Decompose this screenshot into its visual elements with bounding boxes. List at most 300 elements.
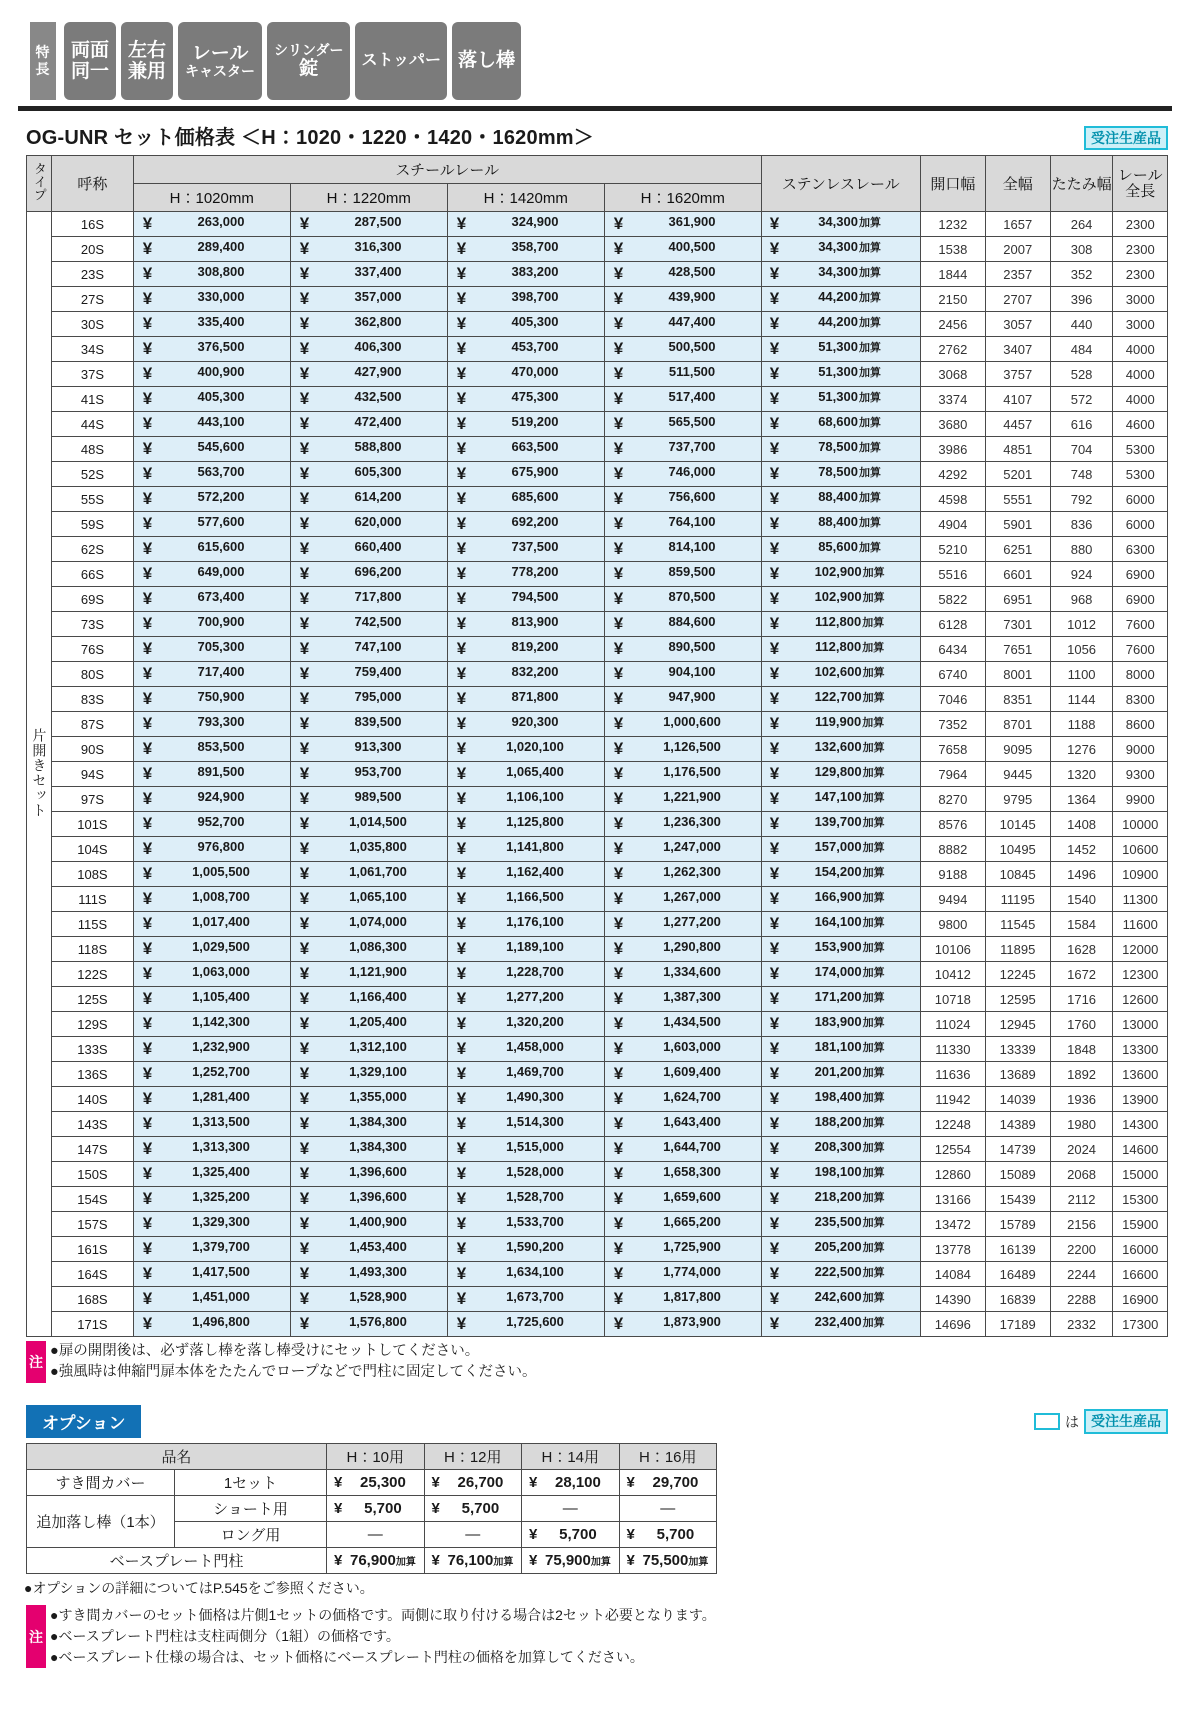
cell-full-width: 5201 — [985, 462, 1050, 487]
yen-symbol: ¥ — [142, 939, 153, 958]
cell-full-width: 14039 — [985, 1087, 1050, 1112]
cell-rail-length: 16600 — [1113, 1262, 1168, 1287]
cell-steel-price-h1420: ¥ 1,490,300 — [447, 1087, 604, 1112]
cell-rail-length: 4600 — [1113, 412, 1168, 437]
cell-fold-width: 2332 — [1050, 1312, 1113, 1337]
yen-symbol: ¥ — [456, 689, 467, 708]
option-price-h14: ¥ 28,100 — [522, 1470, 620, 1496]
yen-symbol: ¥ — [142, 1239, 153, 1258]
cell-steel-price-h1620: ¥ 859,500 — [604, 562, 761, 587]
table-row — [27, 287, 1168, 312]
cell-steel-price-h1620: ¥ 764,100 — [604, 512, 761, 537]
cell-steel-price-h1420: ¥ 358,700 — [447, 237, 604, 262]
table-row — [27, 1112, 1168, 1137]
cell-rail-length: 2300 — [1113, 212, 1168, 237]
cell-full-width: 4851 — [985, 437, 1050, 462]
header-steel-rail: スチールレール — [133, 156, 761, 184]
cell-rail-length: 14300 — [1113, 1112, 1168, 1137]
cell-steel-price-h1220: ¥ 759,400 — [290, 662, 447, 687]
cell-model-name: 133S — [52, 1037, 134, 1062]
yen-symbol: ¥ — [456, 614, 467, 633]
cell-steel-price-h1420: ¥ 1,189,100 — [447, 937, 604, 962]
table-row — [27, 987, 1168, 1012]
cell-full-width: 8701 — [985, 712, 1050, 737]
yen-symbol: ¥ — [299, 239, 310, 258]
surcharge-suffix: 加算 — [862, 667, 885, 679]
cell-steel-price-h1620: ¥ 1,267,000 — [604, 887, 761, 912]
cell-full-width: 13339 — [985, 1037, 1050, 1062]
table-row — [27, 637, 1168, 662]
cell-model-name: 111S — [52, 887, 134, 912]
cell-open-width: 11636 — [920, 1062, 985, 1087]
yen-symbol: ¥ — [613, 464, 624, 483]
cell-steel-price-h1620: ¥ 1,609,400 — [604, 1062, 761, 1087]
table-row — [27, 387, 1168, 412]
yen-symbol: ¥ — [769, 1164, 780, 1183]
yen-symbol: ¥ — [431, 1552, 440, 1570]
header-name: 呼称 — [52, 156, 134, 212]
cell-full-width: 3057 — [985, 312, 1050, 337]
yen-symbol: ¥ — [529, 1474, 538, 1492]
yen-symbol: ¥ — [613, 289, 624, 308]
surcharge-suffix: 加算 — [862, 642, 885, 654]
cell-steel-price-h1020: ¥ 673,400 — [133, 587, 290, 612]
cell-fold-width: 2244 — [1050, 1262, 1113, 1287]
option-table-body — [27, 1470, 717, 1574]
yen-symbol: ¥ — [142, 314, 153, 333]
cell-stainless-surcharge: ¥ 188,200加算 — [761, 1112, 920, 1137]
yen-symbol: ¥ — [769, 439, 780, 458]
yen-symbol: ¥ — [142, 414, 153, 433]
cell-rail-length: 12600 — [1113, 987, 1168, 1012]
cell-open-width: 14696 — [920, 1312, 985, 1337]
table-row — [27, 1162, 1168, 1187]
cell-steel-price-h1420: ¥ 1,533,700 — [447, 1212, 604, 1237]
yen-symbol: ¥ — [613, 239, 624, 258]
yen-symbol: ¥ — [613, 864, 624, 883]
cell-steel-price-h1220: ¥ 1,493,300 — [290, 1262, 447, 1287]
cell-stainless-surcharge: ¥ 235,500加算 — [761, 1212, 920, 1237]
cell-full-width: 1657 — [985, 212, 1050, 237]
option-price-h12: ¥ 5,700 — [424, 1496, 522, 1522]
cell-stainless-surcharge: ¥ 51,300加算 — [761, 362, 920, 387]
cell-model-name: 66S — [52, 562, 134, 587]
cell-fold-width: 1760 — [1050, 1012, 1113, 1037]
cell-rail-length: 17300 — [1113, 1312, 1168, 1337]
cell-stainless-surcharge: ¥ 232,400加算 — [761, 1312, 920, 1337]
cell-steel-price-h1220: ¥ 472,400 — [290, 412, 447, 437]
cell-fold-width: 484 — [1050, 337, 1113, 362]
cell-open-width: 14084 — [920, 1262, 985, 1287]
yen-symbol: ¥ — [142, 1139, 153, 1158]
cell-fold-width: 1320 — [1050, 762, 1113, 787]
cell-steel-price-h1420: ¥ 1,162,400 — [447, 862, 604, 887]
cell-stainless-surcharge: ¥ 68,600加算 — [761, 412, 920, 437]
cell-steel-price-h1620: ¥ 511,500 — [604, 362, 761, 387]
cell-fold-width: 704 — [1050, 437, 1113, 462]
yen-symbol: ¥ — [299, 1064, 310, 1083]
yen-symbol: ¥ — [299, 264, 310, 283]
cell-steel-price-h1420: ¥ 832,200 — [447, 662, 604, 687]
surcharge-suffix: 加算 — [395, 1557, 416, 1569]
type-label-text: 片開きセット — [31, 727, 48, 818]
cell-fold-width: 396 — [1050, 287, 1113, 312]
cell-stainless-surcharge: ¥ 153,900加算 — [761, 937, 920, 962]
yen-symbol: ¥ — [142, 439, 153, 458]
cell-model-name: 83S — [52, 687, 134, 712]
table-row — [27, 937, 1168, 962]
cell-steel-price-h1620: ¥ 400,500 — [604, 237, 761, 262]
yen-symbol: ¥ — [613, 1064, 624, 1083]
yen-symbol: ¥ — [299, 464, 310, 483]
cell-steel-price-h1620: ¥ 737,700 — [604, 437, 761, 462]
cell-stainless-surcharge: ¥ 132,600加算 — [761, 737, 920, 762]
yen-symbol: ¥ — [769, 264, 780, 283]
cell-rail-length: 4000 — [1113, 337, 1168, 362]
table-row — [27, 862, 1168, 887]
yen-symbol: ¥ — [456, 939, 467, 958]
option-legend — [1034, 1409, 1168, 1433]
table-row — [27, 837, 1168, 862]
cell-steel-price-h1220: ¥ 287,500 — [290, 212, 447, 237]
type-label-cell — [27, 212, 52, 1337]
cell-steel-price-h1620: ¥ 814,100 — [604, 537, 761, 562]
yen-symbol: ¥ — [142, 589, 153, 608]
cell-full-width: 6601 — [985, 562, 1050, 587]
yen-symbol: ¥ — [456, 739, 467, 758]
note-line: ●扉の開閉後は、必ず落し棒を落し棒受けにセットしてください。 — [50, 1343, 480, 1359]
cell-model-name: 73S — [52, 612, 134, 637]
cell-stainless-surcharge: ¥ 139,700加算 — [761, 812, 920, 837]
yen-symbol: ¥ — [613, 664, 624, 683]
cell-steel-price-h1620: ¥ 1,725,900 — [604, 1237, 761, 1262]
header-steel-h1420: H：1420mm — [447, 184, 604, 212]
cell-open-width: 5822 — [920, 587, 985, 612]
cell-steel-price-h1220: ¥ 747,100 — [290, 637, 447, 662]
header-rail-length: レール 全長 — [1113, 156, 1168, 212]
cell-full-width: 14739 — [985, 1137, 1050, 1162]
cell-steel-price-h1020: ¥ 1,029,500 — [133, 937, 290, 962]
cell-steel-price-h1420: ¥ 1,125,800 — [447, 812, 604, 837]
yen-symbol: ¥ — [456, 1314, 467, 1333]
table-row — [27, 337, 1168, 362]
cell-steel-price-h1020: ¥ 924,900 — [133, 787, 290, 812]
yen-symbol: ¥ — [299, 1014, 310, 1033]
cell-open-width: 1232 — [920, 212, 985, 237]
yen-symbol: ¥ — [613, 614, 624, 633]
cell-model-name: 140S — [52, 1087, 134, 1112]
cell-steel-price-h1420: ¥ 1,065,400 — [447, 762, 604, 787]
cell-full-width: 11545 — [985, 912, 1050, 937]
cell-fold-width: 440 — [1050, 312, 1113, 337]
note-line-list — [46, 1341, 537, 1383]
cell-rail-length: 15900 — [1113, 1212, 1168, 1237]
cell-model-name: 125S — [52, 987, 134, 1012]
feature-badge-left-right-shared — [121, 22, 173, 100]
yen-symbol: ¥ — [456, 1114, 467, 1133]
yen-symbol: ¥ — [769, 314, 780, 333]
cell-model-name: 44S — [52, 412, 134, 437]
cell-steel-price-h1620: ¥ 884,600 — [604, 612, 761, 637]
price-table-head — [27, 156, 1168, 212]
cell-open-width: 12248 — [920, 1112, 985, 1137]
notes-block — [26, 1341, 1168, 1383]
cell-steel-price-h1420: ¥ 1,469,700 — [447, 1062, 604, 1087]
yen-symbol: ¥ — [142, 564, 153, 583]
table-row — [27, 762, 1168, 787]
cell-steel-price-h1020: ¥ 1,008,700 — [133, 887, 290, 912]
cell-stainless-surcharge: ¥ 129,800加算 — [761, 762, 920, 787]
yen-symbol: ¥ — [613, 889, 624, 908]
cell-steel-price-h1220: ¥ 717,800 — [290, 587, 447, 612]
cell-open-width: 7658 — [920, 737, 985, 762]
feature-badge-line: 両面 — [71, 39, 110, 61]
yen-symbol: ¥ — [613, 364, 624, 383]
cell-steel-price-h1620: ¥ 1,873,900 — [604, 1312, 761, 1337]
cell-steel-price-h1020: ¥ 572,200 — [133, 487, 290, 512]
yen-symbol: ¥ — [769, 364, 780, 383]
cell-open-width: 9494 — [920, 887, 985, 912]
cell-steel-price-h1420: ¥ 1,458,000 — [447, 1037, 604, 1062]
yen-symbol: ¥ — [769, 1264, 780, 1283]
cell-steel-price-h1420: ¥ 398,700 — [447, 287, 604, 312]
cell-steel-price-h1420: ¥ 324,900 — [447, 212, 604, 237]
yen-symbol: ¥ — [456, 439, 467, 458]
yen-symbol: ¥ — [769, 1289, 780, 1308]
surcharge-suffix: 加算 — [862, 892, 885, 904]
cell-steel-price-h1620: ¥ 1,624,700 — [604, 1087, 761, 1112]
yen-symbol: ¥ — [142, 764, 153, 783]
cell-open-width: 11942 — [920, 1087, 985, 1112]
yen-symbol: ¥ — [769, 989, 780, 1008]
yen-symbol: ¥ — [456, 389, 467, 408]
cell-stainless-surcharge: ¥ 44,200加算 — [761, 287, 920, 312]
cell-steel-price-h1620: ¥ 439,900 — [604, 287, 761, 312]
cell-rail-length: 7600 — [1113, 612, 1168, 637]
cell-model-name: 90S — [52, 737, 134, 762]
surcharge-suffix: 加算 — [862, 767, 885, 779]
surcharge-suffix: 加算 — [862, 1117, 885, 1129]
yen-symbol: ¥ — [769, 1214, 780, 1233]
surcharge-suffix: 加算 — [862, 742, 885, 754]
cell-rail-length: 9000 — [1113, 737, 1168, 762]
cell-steel-price-h1020: ¥ 1,063,000 — [133, 962, 290, 987]
cell-fold-width: 352 — [1050, 262, 1113, 287]
cell-rail-length: 11300 — [1113, 887, 1168, 912]
cell-model-name: 154S — [52, 1187, 134, 1212]
surcharge-suffix: 加算 — [590, 1557, 611, 1569]
cell-rail-length: 8600 — [1113, 712, 1168, 737]
cell-steel-price-h1420: ¥ 1,725,600 — [447, 1312, 604, 1337]
cell-steel-price-h1020: ¥ 400,900 — [133, 362, 290, 387]
cell-fold-width: 1628 — [1050, 937, 1113, 962]
cell-open-width: 2150 — [920, 287, 985, 312]
cell-rail-length: 12000 — [1113, 937, 1168, 962]
yen-symbol: ¥ — [299, 314, 310, 333]
cell-full-width: 6251 — [985, 537, 1050, 562]
yen-symbol: ¥ — [142, 1089, 153, 1108]
option-item-variant: ロング用 — [175, 1522, 327, 1548]
cell-stainless-surcharge: ¥ 205,200加算 — [761, 1237, 920, 1262]
cell-steel-price-h1020: ¥ 1,313,300 — [133, 1137, 290, 1162]
yen-symbol: ¥ — [456, 639, 467, 658]
cell-model-name: 143S — [52, 1112, 134, 1137]
yen-symbol: ¥ — [456, 789, 467, 808]
cell-stainless-surcharge: ¥ 164,100加算 — [761, 912, 920, 937]
cell-rail-length: 8000 — [1113, 662, 1168, 687]
cell-model-name: 48S — [52, 437, 134, 462]
yen-symbol: ¥ — [613, 939, 624, 958]
header-fold-width: たたみ幅 — [1050, 156, 1113, 212]
cell-steel-price-h1420: ¥ 405,300 — [447, 312, 604, 337]
cell-full-width: 10145 — [985, 812, 1050, 837]
yen-symbol: ¥ — [299, 564, 310, 583]
feature-badge-line: 左右 — [128, 39, 167, 61]
cell-full-width: 14389 — [985, 1112, 1050, 1137]
cell-steel-price-h1020: ¥ 1,325,400 — [133, 1162, 290, 1187]
cell-open-width: 11330 — [920, 1037, 985, 1062]
feature-badge-line: シリンダー — [274, 41, 344, 58]
surcharge-suffix: 加算 — [862, 692, 885, 704]
cell-steel-price-h1220: ¥ 839,500 — [290, 712, 447, 737]
legend-made-to-order-badge: 受注生産品 — [1084, 1409, 1168, 1433]
cell-stainless-surcharge: ¥ 208,300加算 — [761, 1137, 920, 1162]
yen-symbol: ¥ — [142, 264, 153, 283]
table-row — [27, 887, 1168, 912]
yen-symbol: ¥ — [613, 489, 624, 508]
option-section-tag: オプション — [26, 1405, 141, 1438]
yen-symbol: ¥ — [613, 1189, 624, 1208]
cell-fold-width: 2068 — [1050, 1162, 1113, 1187]
cell-full-width: 10845 — [985, 862, 1050, 887]
yen-symbol: ¥ — [299, 1214, 310, 1233]
yen-symbol: ¥ — [299, 639, 310, 658]
feature-strip — [0, 0, 1190, 100]
yen-symbol: ¥ — [769, 964, 780, 983]
cell-steel-price-h1220: ¥ 1,166,400 — [290, 987, 447, 1012]
yen-symbol: ¥ — [299, 989, 310, 1008]
cell-steel-price-h1620: ¥ 904,100 — [604, 662, 761, 687]
yen-symbol: ¥ — [529, 1526, 538, 1544]
yen-symbol: ¥ — [529, 1552, 538, 1570]
yen-symbol: ¥ — [613, 564, 624, 583]
yen-symbol: ¥ — [613, 1214, 624, 1233]
cell-fold-width: 308 — [1050, 237, 1113, 262]
cell-full-width: 12595 — [985, 987, 1050, 1012]
cell-model-name: 108S — [52, 862, 134, 887]
cell-steel-price-h1420: ¥ 1,020,100 — [447, 737, 604, 762]
cell-full-width: 9795 — [985, 787, 1050, 812]
feature-badge-line: ストッパー — [361, 52, 442, 70]
yen-symbol: ¥ — [613, 1114, 624, 1133]
cell-steel-price-h1220: ¥ 605,300 — [290, 462, 447, 487]
table-row — [27, 362, 1168, 387]
cell-steel-price-h1220: ¥ 1,396,600 — [290, 1162, 447, 1187]
made-to-order-badge: 受注生産品 — [1084, 126, 1168, 150]
cell-open-width: 3068 — [920, 362, 985, 387]
cell-rail-length: 5300 — [1113, 462, 1168, 487]
table-row — [27, 962, 1168, 987]
cell-model-name: 129S — [52, 1012, 134, 1037]
cell-steel-price-h1420: ¥ 920,300 — [447, 712, 604, 737]
surcharge-suffix: 加算 — [862, 1042, 885, 1054]
cell-open-width: 13472 — [920, 1212, 985, 1237]
cell-steel-price-h1420: ¥ 470,000 — [447, 362, 604, 387]
cell-rail-length: 14600 — [1113, 1137, 1168, 1162]
cell-steel-price-h1420: ¥ 1,277,200 — [447, 987, 604, 1012]
yen-symbol: ¥ — [613, 814, 624, 833]
cell-open-width: 4292 — [920, 462, 985, 487]
surcharge-suffix: 加算 — [862, 842, 885, 854]
yen-symbol: ¥ — [769, 939, 780, 958]
cell-fold-width: 1012 — [1050, 612, 1113, 637]
cell-fold-width: 2024 — [1050, 1137, 1113, 1162]
option-price-h12: ― — [424, 1522, 522, 1548]
feature-strip-label — [30, 22, 56, 100]
header-open-width: 開口幅 — [920, 156, 985, 212]
yen-symbol: ¥ — [456, 514, 467, 533]
table-row — [27, 687, 1168, 712]
option-price-h16: ¥ 75,500加算 — [619, 1548, 717, 1574]
cell-fold-width: 748 — [1050, 462, 1113, 487]
cell-fold-width: 924 — [1050, 562, 1113, 587]
cell-steel-price-h1620: ¥ 1,603,000 — [604, 1037, 761, 1062]
cell-open-width: 6128 — [920, 612, 985, 637]
cell-steel-price-h1420: ¥ 1,166,500 — [447, 887, 604, 912]
yen-symbol: ¥ — [299, 714, 310, 733]
yen-symbol: ¥ — [613, 389, 624, 408]
option-item-name: すき間カバー — [27, 1470, 175, 1496]
yen-symbol: ¥ — [142, 689, 153, 708]
yen-symbol: ¥ — [613, 714, 624, 733]
yen-symbol: ¥ — [142, 364, 153, 383]
cell-steel-price-h1220: ¥ 742,500 — [290, 612, 447, 637]
yen-symbol: ¥ — [626, 1526, 635, 1544]
cell-stainless-surcharge: ¥ 174,000加算 — [761, 962, 920, 987]
yen-symbol: ¥ — [456, 414, 467, 433]
yen-symbol: ¥ — [769, 739, 780, 758]
yen-symbol: ¥ — [769, 539, 780, 558]
yen-symbol: ¥ — [613, 214, 624, 233]
option-header-item: 品名 — [27, 1444, 327, 1470]
yen-symbol: ¥ — [456, 289, 467, 308]
yen-symbol: ¥ — [142, 714, 153, 733]
cell-steel-price-h1420: ¥ 1,590,200 — [447, 1237, 604, 1262]
yen-symbol: ¥ — [456, 1239, 467, 1258]
cell-full-width: 15789 — [985, 1212, 1050, 1237]
cell-rail-length: 15300 — [1113, 1187, 1168, 1212]
option-table-head — [27, 1444, 717, 1470]
yen-symbol: ¥ — [142, 1064, 153, 1083]
cell-open-width: 2456 — [920, 312, 985, 337]
yen-symbol: ¥ — [456, 914, 467, 933]
cell-open-width: 14390 — [920, 1287, 985, 1312]
cell-rail-length: 12300 — [1113, 962, 1168, 987]
cell-fold-width: 1936 — [1050, 1087, 1113, 1112]
cell-steel-price-h1020: ¥ 976,800 — [133, 837, 290, 862]
yen-symbol: ¥ — [299, 389, 310, 408]
cell-fold-width: 836 — [1050, 512, 1113, 537]
cell-steel-price-h1220: ¥ 795,000 — [290, 687, 447, 712]
surcharge-suffix: 加算 — [858, 492, 881, 504]
surcharge-suffix: 加算 — [858, 317, 881, 329]
table-row — [27, 1037, 1168, 1062]
cell-steel-price-h1020: ¥ 1,329,300 — [133, 1212, 290, 1237]
bottom-note-mark-icon: 注 — [26, 1605, 46, 1668]
yen-symbol: ¥ — [299, 489, 310, 508]
yen-symbol: ¥ — [142, 614, 153, 633]
cell-stainless-surcharge: ¥ 166,900加算 — [761, 887, 920, 912]
